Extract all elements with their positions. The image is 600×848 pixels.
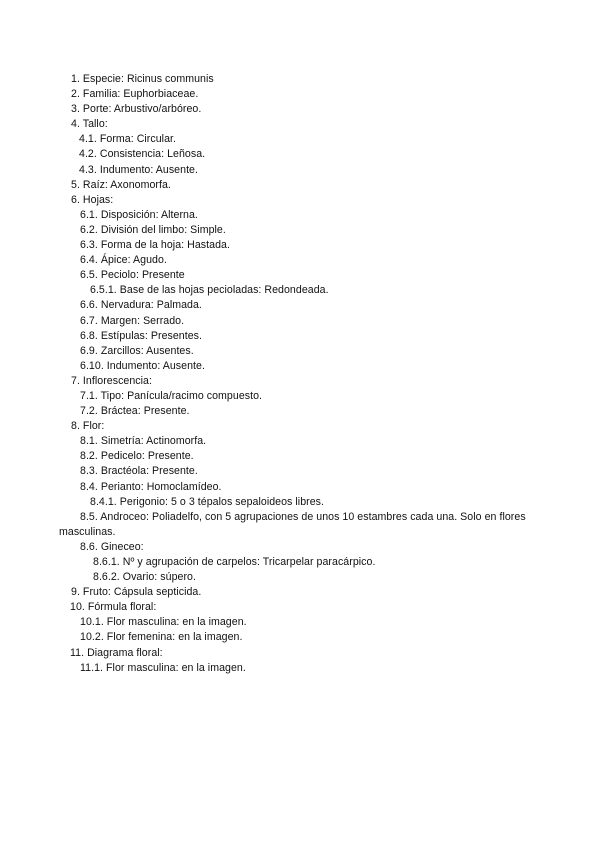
list-item-level-2: 8.1. Simetría: Actinomorfa. xyxy=(80,435,207,448)
list-item-level-2: 6.3. Forma de la hoja: Hastada. xyxy=(80,239,230,252)
list-item-level-1: 4. Tallo: xyxy=(71,118,108,131)
list-item-level-2: 11.1. Flor masculina: en la imagen. xyxy=(80,661,246,674)
list-item-level-2: 10.2. Flor femenina: en la imagen. xyxy=(80,631,243,644)
list-item-level-2: 6.8. Estípulas: Presentes. xyxy=(80,329,203,342)
list-item-level-2: 7.1. Tipo: Panícula/racimo compuesto. xyxy=(80,389,263,402)
list-item-level-1: 2. Familia: Euphorbiaceae. xyxy=(71,88,199,101)
list-item-level-1: 8. Flor: xyxy=(71,420,105,433)
list-item-level-2: 8.6. Gineceo: xyxy=(80,540,144,553)
list-item-level-2: 8.3. Bractéola: Presente. xyxy=(80,465,198,478)
list-item-level-2: 4.2. Consistencia: Leñosa. xyxy=(79,148,206,161)
list-item-level-2: 6.5. Peciolo: Presente xyxy=(80,269,185,282)
list-item-level-1: 9. Fruto: Cápsula septicida. xyxy=(71,586,202,599)
list-item-level-2: 6.9. Zarcillos: Ausentes. xyxy=(80,344,194,357)
list-item-level-3: 8.4.1. Perigonio: 5 o 3 tépalos sepaloideos libres. xyxy=(90,495,324,508)
list-item-level-2: 6.2. División del limbo: Simple. xyxy=(80,223,226,236)
list-item-level-2-wrapped: 8.5. Androceo: Poliadelfo, con 5 agrupaciones de unos 10 estambres cada una. Solo en flores masculinas. xyxy=(59,510,526,538)
list-item-level-1: 10. Fórmula floral: xyxy=(70,601,157,614)
list-item-level-2: 8.2. Pedicelo: Presente. xyxy=(80,450,194,463)
list-item-level-3: 6.5.1. Base de las hojas pecioladas: Redondeada. xyxy=(90,284,329,297)
list-item-level-1: 3. Porte: Arbustivo/arbóreo. xyxy=(71,103,202,116)
list-item-level-1: 1. Especie: Ricinus communis xyxy=(71,73,214,85)
list-item-level-3: 8.6.1. Nº y agrupación de carpelos: Tricarpelar paracárpico. xyxy=(93,556,376,568)
list-item-level-2: 6.4. Ápice: Agudo. xyxy=(80,254,167,267)
list-item-level-3: 8.6.2. Ovario: súpero. xyxy=(93,571,196,584)
document-body xyxy=(59,72,539,676)
list-item-level-1: 11. Diagrama floral: xyxy=(70,646,163,659)
list-item-level-2: 6.10. Indumento: Ausente. xyxy=(80,359,205,372)
list-item-level-1: 6. Hojas: xyxy=(71,193,114,206)
list-item-level-2: 4.1. Forma: Circular. xyxy=(79,133,177,146)
list-item-level-2: 6.1. Disposición: Alterna. xyxy=(80,208,198,221)
list-item-level-2: 4.3. Indumento: Ausente. xyxy=(79,163,198,176)
list-item-level-2: 6.7. Margen: Serrado. xyxy=(80,314,185,327)
list-item-level-1: 7. Inflorescencia: xyxy=(71,374,152,387)
list-item-level-2: 6.6. Nervadura: Palmada. xyxy=(80,299,202,312)
list-item-level-2: 7.2. Bráctea: Presente. xyxy=(80,405,190,418)
list-item-level-2: 10.1. Flor masculina: en la imagen. xyxy=(80,616,247,629)
list-item-level-2: 8.4. Perianto: Homoclamídeo. xyxy=(80,480,222,493)
list-item-level-1: 5. Raíz: Axonomorfa. xyxy=(71,178,171,191)
